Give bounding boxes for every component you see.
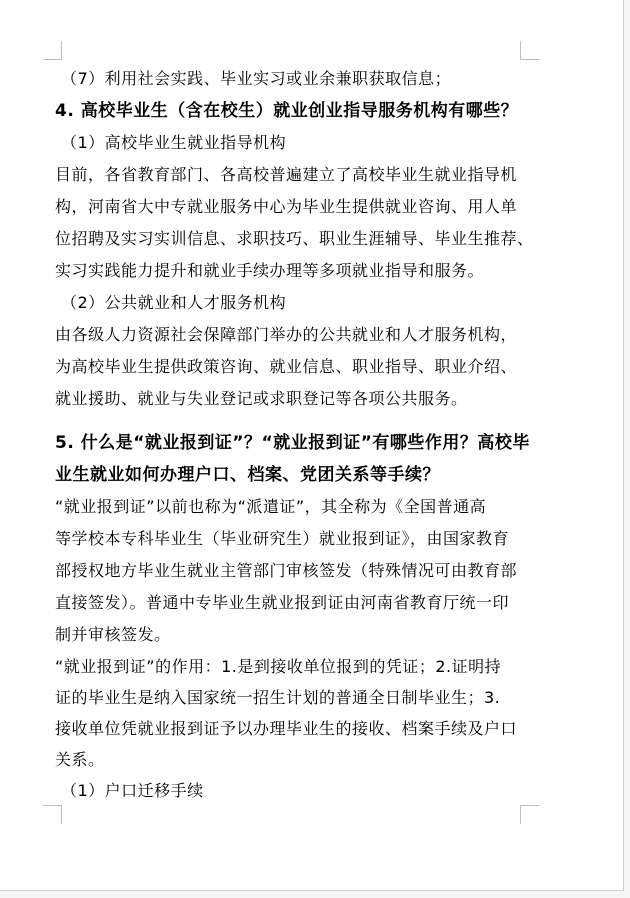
text-line: （7）利用社会实践、毕业实习或业余兼职获取信息；: [61, 69, 452, 88]
heading-question-5: [55, 427, 530, 491]
crop-mark-top-right-icon: [520, 41, 539, 60]
paragraph-registration-card-functions: [55, 651, 523, 775]
paragraph-registration-card-definition: [55, 491, 523, 651]
text-line: 制并审核签发。: [55, 625, 171, 644]
subheading-1-college-guidance-org: [55, 127, 523, 159]
text-line: 位招聘及实习实训信息、求职技巧、职业生涯辅导、毕业生推荐、: [55, 229, 534, 248]
document-text-area: [55, 63, 534, 806]
text-line: 证的毕业生是纳入国家统一招生计划的普通全日制毕业生；3.: [55, 688, 501, 707]
text-line: （1）高校毕业生就业指导机构: [61, 133, 287, 152]
text-line: 关系。: [55, 750, 105, 769]
text-line: 部授权地方毕业生就业主管部门审核签发（特殊情况可由教育部: [55, 561, 518, 580]
heading-line: 5. 什么是“就业报到证”？“就业报到证”有哪些作用？高校毕: [55, 433, 530, 453]
text-line: 实习实践能力提升和就业手续办理等多项就业指导和服务。: [55, 261, 485, 280]
text-line: （2）公共就业和人才服务机构: [61, 293, 287, 312]
text-line: 由各级人力资源社会保障部门举办的公共就业和人才服务机构，: [55, 325, 518, 344]
text-line: “就业报到证”的作用：1.是到接收单位报到的凭证；2.证明持: [55, 657, 502, 676]
text-line: 构，河南省大中专就业服务中心为毕业生提供就业咨询、用人单: [55, 197, 518, 216]
text-line: 目前，各省教育部门、各高校普遍建立了高校毕业生就业指导机: [55, 165, 518, 184]
text-line: 就业援助、就业与失业登记或求职登记等各项公共服务。: [55, 389, 468, 408]
text-line: 直接签发）。普通中专毕业生就业报到证由河南省教育厅统一印: [55, 593, 510, 612]
crop-mark-bottom-right-icon: [520, 805, 539, 824]
heading-line: 4. 高校毕业生（含在校生）就业创业指导服务机构有哪些？: [55, 101, 519, 121]
heading-line: 业生就业如何办理户口、档案、党团关系等手续？: [55, 465, 440, 485]
text-line: 接收单位凭就业报到证予以办理毕业生的接收、档案手续及户口: [55, 719, 518, 738]
text-line: 等学校本专科毕业生（毕业研究生）就业报到证》，由国家教育: [55, 529, 510, 548]
text-line: 为高校毕业生提供政策咨询、就业信息、职业指导、职业介绍、: [55, 357, 518, 376]
text-line: “就业报到证”以前也称为“派遣证”，其全称为《全国普通高: [55, 497, 487, 516]
subheading-2-public-service-org: [55, 287, 523, 319]
text-line: （1）户口迁移手续: [61, 781, 204, 800]
paragraph-college-guidance-body: [55, 159, 534, 287]
subheading-1-hukou-transfer: [55, 775, 523, 806]
crop-mark-top-left-icon: [43, 41, 62, 60]
crop-mark-bottom-left-icon: [43, 805, 62, 824]
heading-question-4: [55, 95, 523, 127]
paragraph-info-channel-item-7: [55, 63, 523, 95]
paragraph-public-service-body: [55, 319, 523, 415]
